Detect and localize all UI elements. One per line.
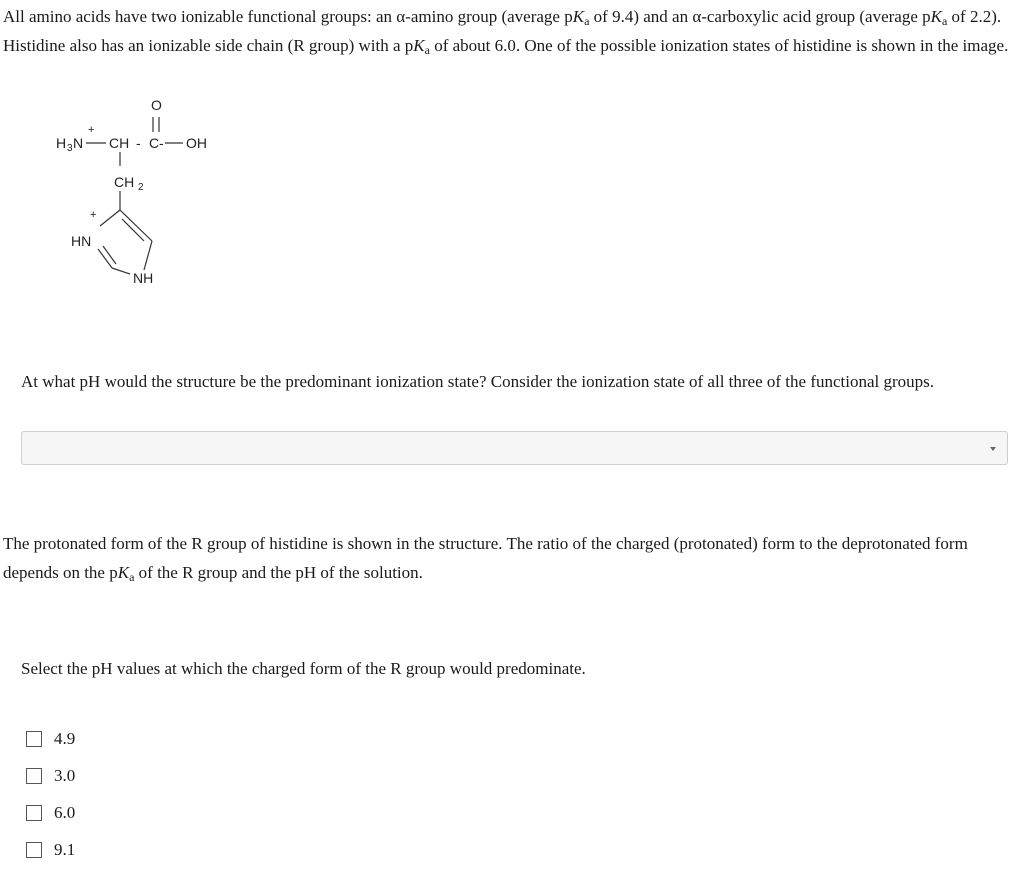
amine-plus-charge: + xyxy=(88,124,95,136)
ph-answer-dropdown[interactable] xyxy=(21,431,1008,465)
paragraph-2-text-1: The protonated form of the R group of histidine is shown in the structure. The ratio of the charged (protonated) form to the deprotonated form depends on the p xyxy=(3,534,968,582)
ph-option-3-0[interactable] xyxy=(26,757,226,794)
ring-bond-c4-c5 xyxy=(120,210,152,241)
intro-text-4: of about 6.0. One of the possible ionization states of histidine is shown in the image. xyxy=(429,35,1009,55)
ring-bond-c4-n3 xyxy=(100,210,120,226)
ph-option-9-1[interactable] xyxy=(26,831,226,868)
ring-bond-c2-n1 xyxy=(112,268,130,274)
pka-symbol: K xyxy=(413,35,425,55)
ph-option-6-0[interactable] xyxy=(26,794,226,831)
ring-plus-charge: + xyxy=(90,209,97,221)
paragraph-2-text-2: of the R group and the pH of the solution. xyxy=(134,563,423,582)
checkbox[interactable] xyxy=(26,842,42,858)
carbonyl-oxygen-label: O xyxy=(151,97,162,113)
pka-subscript: a xyxy=(584,14,590,28)
option-label: 6.0 xyxy=(54,802,76,822)
option-label: 4.9 xyxy=(54,728,76,748)
pka-symbol: K xyxy=(930,7,942,26)
amine-h-label: H xyxy=(56,135,67,151)
ph-options-list xyxy=(26,720,226,868)
checkbox[interactable] xyxy=(26,731,42,747)
chevron-down-icon xyxy=(990,447,996,451)
checkbox[interactable] xyxy=(26,768,42,784)
carboxyl-c-label: C xyxy=(149,135,160,151)
ring-double-bond-n3-c2 xyxy=(103,246,116,264)
ring-bond-c5-n1 xyxy=(144,241,152,270)
pka-subscript: a xyxy=(941,14,948,28)
c-oh-dash: - xyxy=(159,135,164,151)
ring-nh-label: NH xyxy=(133,270,154,286)
intro-paragraph xyxy=(3,3,1019,60)
ch2-c-label: CH xyxy=(114,174,135,190)
ring-hn-label: HN xyxy=(71,233,92,249)
pka-symbol: K xyxy=(572,7,585,26)
question-2-prompt: Select the pH values at which the charged form of the R group would predominate. xyxy=(21,659,586,678)
ch2-subscript-2: 2 xyxy=(138,182,144,193)
histidine-structure xyxy=(40,92,280,302)
histidine-structure-drawing xyxy=(40,92,280,302)
paragraph-2 xyxy=(3,529,1019,587)
checkbox[interactable] xyxy=(26,805,42,821)
ch-c-dash: - xyxy=(136,135,141,151)
alpha-ch-label: CH xyxy=(109,135,130,151)
intro-text-2: of 9.4) and an α-carboxylic acid group (average p xyxy=(589,7,931,26)
amine-subscript-3: 3 xyxy=(67,143,73,154)
intro-text-3: of 2.2). Histidine also has an ionizable side chain (R group) with a p xyxy=(3,7,1002,55)
ph-option-4-9[interactable] xyxy=(26,720,226,757)
question-1-prompt: At what pH would the structure be the predominant ionization state? Consider the ionization state of all three of the functional groups. xyxy=(21,372,935,391)
ring-bond-n3-c2 xyxy=(98,249,112,268)
pka-subscript: a xyxy=(424,42,430,57)
option-label: 3.0 xyxy=(54,765,76,785)
option-label: 9.1 xyxy=(54,839,76,859)
hydroxyl-label: OH xyxy=(186,135,207,151)
pka-symbol: K xyxy=(117,563,130,582)
intro-text-1: All amino acids have two ionizable functional groups: an α-amino group (average p xyxy=(3,7,573,26)
amine-n-label: N xyxy=(73,135,84,151)
pka-subscript: a xyxy=(129,570,135,584)
